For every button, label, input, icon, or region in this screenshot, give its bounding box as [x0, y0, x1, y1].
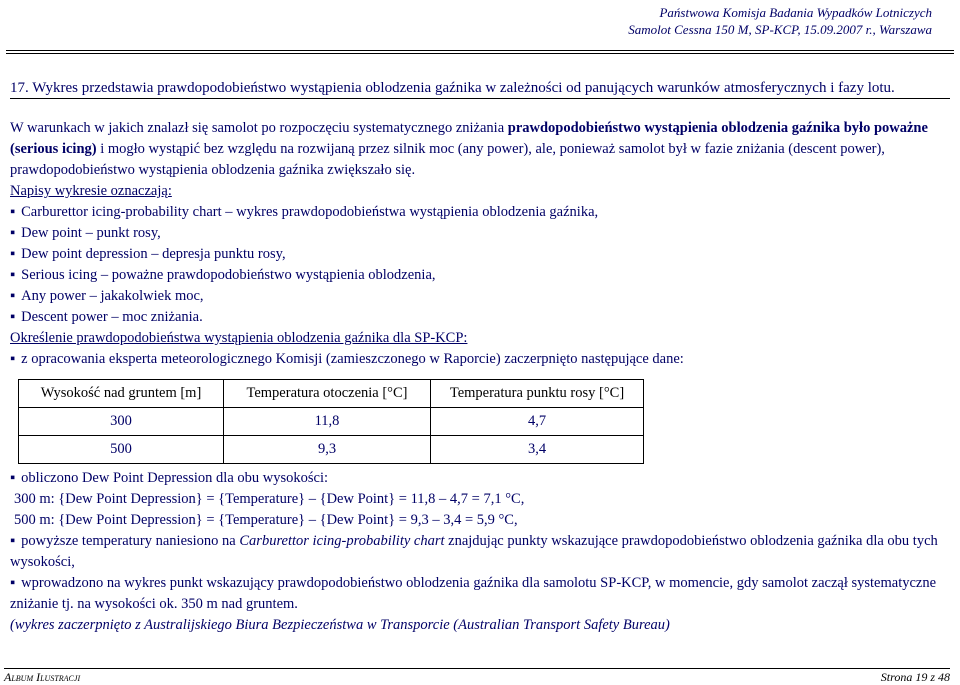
- table-header-dewpoint: Temperatura punktu rosy [°C]: [431, 380, 644, 408]
- footer-page-number: Strona 19 z 48: [880, 670, 950, 684]
- point-paragraph: ▪ wprowadzono na wykres punkt wskazujący prawdopodobieństwo oblodzenia gaźnika dla samolotu SP-KCP, w momencie, gdy samolot zaczął systematyczne zniżanie tj. na wysokości ok. 350 m nad gruntem.: [10, 575, 937, 612]
- determination-bullet: ▪ z opracowania eksperta meteorologicznego Komisji (zamieszczonego w Raporcie) zaczerpnięto następujące dane:: [10, 351, 684, 367]
- document-header: [628, 4, 932, 38]
- calc-line-500: 500 m: {Dew Point Depression} = {Temperature} – {Dew Point} = 9,3 – 3,4 = 5,9 °C,: [14, 512, 518, 528]
- header-rule: [6, 50, 954, 51]
- document-footer: [4, 668, 950, 685]
- table-header-row: [19, 380, 644, 408]
- transfer-paragraph: ▪ powyższe temperatury naniesiono na Carburettor icing-probability chart znajdując punkty wskazujące prawdopodobieństwo oblodzenia gaźnika dla obu tych wysokości,: [10, 533, 938, 570]
- calc-bullet: ▪ obliczono Dew Point Depression dla obu wysokości:: [10, 470, 329, 486]
- legend-heading: Napisy wykresie oznaczają:: [10, 183, 172, 199]
- legend-item: ▪ Dew point – punkt rosy,: [10, 225, 161, 241]
- footer-album: Album Ilustracji: [4, 670, 81, 684]
- weather-data-table: [18, 379, 644, 464]
- table-cell: 9,3: [224, 436, 431, 464]
- calc-line-300: 300 m: {Dew Point Depression} = {Temperature} – {Dew Point} = 11,8 – 4,7 = 7,1 °C,: [14, 491, 525, 507]
- legend-item: ▪ Serious icing – poważne prawdopodobieństwo wystąpienia oblodzenia,: [10, 267, 436, 283]
- table-cell: 300: [19, 408, 224, 436]
- table-row: [19, 436, 644, 464]
- table-header-temperature: Temperatura otoczenia [°C]: [224, 380, 431, 408]
- header-commission: Państwowa Komisja Badania Wypadków Lotniczych: [659, 5, 932, 20]
- table-cell: 500: [19, 436, 224, 464]
- body-text: [10, 118, 940, 636]
- legend-item: ▪ Any power – jakakolwiek moc,: [10, 288, 204, 304]
- legend-list: [10, 202, 940, 328]
- legend-item: ▪ Descent power – moc zniżania.: [10, 309, 203, 325]
- intro-paragraph: W warunkach w jakich znalazł się samolot po rozpoczęciu systematycznego zniżania prawdopodobieństwo wystąpienia oblodzenia gaźnika było poważne (serious icing) i mogło wystąpić bez względu na rozwijaną przez silnik moc (any power), ale, ponieważ samolot był w fazie zniżania (descent power), prawdopodobieństwo wystąpienia oblodzenia gaźnika zwiększało się.: [10, 120, 928, 178]
- intro-bold: prawdopodobieństwo wystąpienia oblodzenia gaźnika było poważne (serious icing): [10, 120, 928, 157]
- table-cell: 11,8: [224, 408, 431, 436]
- legend-item: ▪ Dew point depression – depresja punktu rosy,: [10, 246, 286, 262]
- table-header-altitude: Wysokość nad gruntem [m]: [19, 380, 224, 408]
- header-case: Samolot Cessna 150 M, SP-KCP, 15.09.2007 r., Warszawa: [628, 22, 932, 37]
- table-cell: 4,7: [431, 408, 644, 436]
- header-rule-thin: [6, 53, 954, 54]
- table-row: [19, 408, 644, 436]
- determination-heading: Określenie prawdopodobieństwa wystąpienia oblodzenia gaźnika dla SP-KCP:: [10, 330, 468, 346]
- figure-title: 17. Wykres przedstawia prawdopodobieństwo wystąpienia oblodzenia gaźnika w zależności od panujących warunków atmosferycznych i fazy lotu.: [10, 80, 950, 99]
- table-cell: 3,4: [431, 436, 644, 464]
- source-note: (wykres zaczerpnięto z Australijskiego Biura Bezpieczeństwa w Transporcie (Australian Transport Safety Bureau): [10, 617, 670, 633]
- legend-item: ▪ Carburettor icing-probability chart – wykres prawdopodobieństwa wystąpienia oblodzenia gaźnika,: [10, 204, 599, 220]
